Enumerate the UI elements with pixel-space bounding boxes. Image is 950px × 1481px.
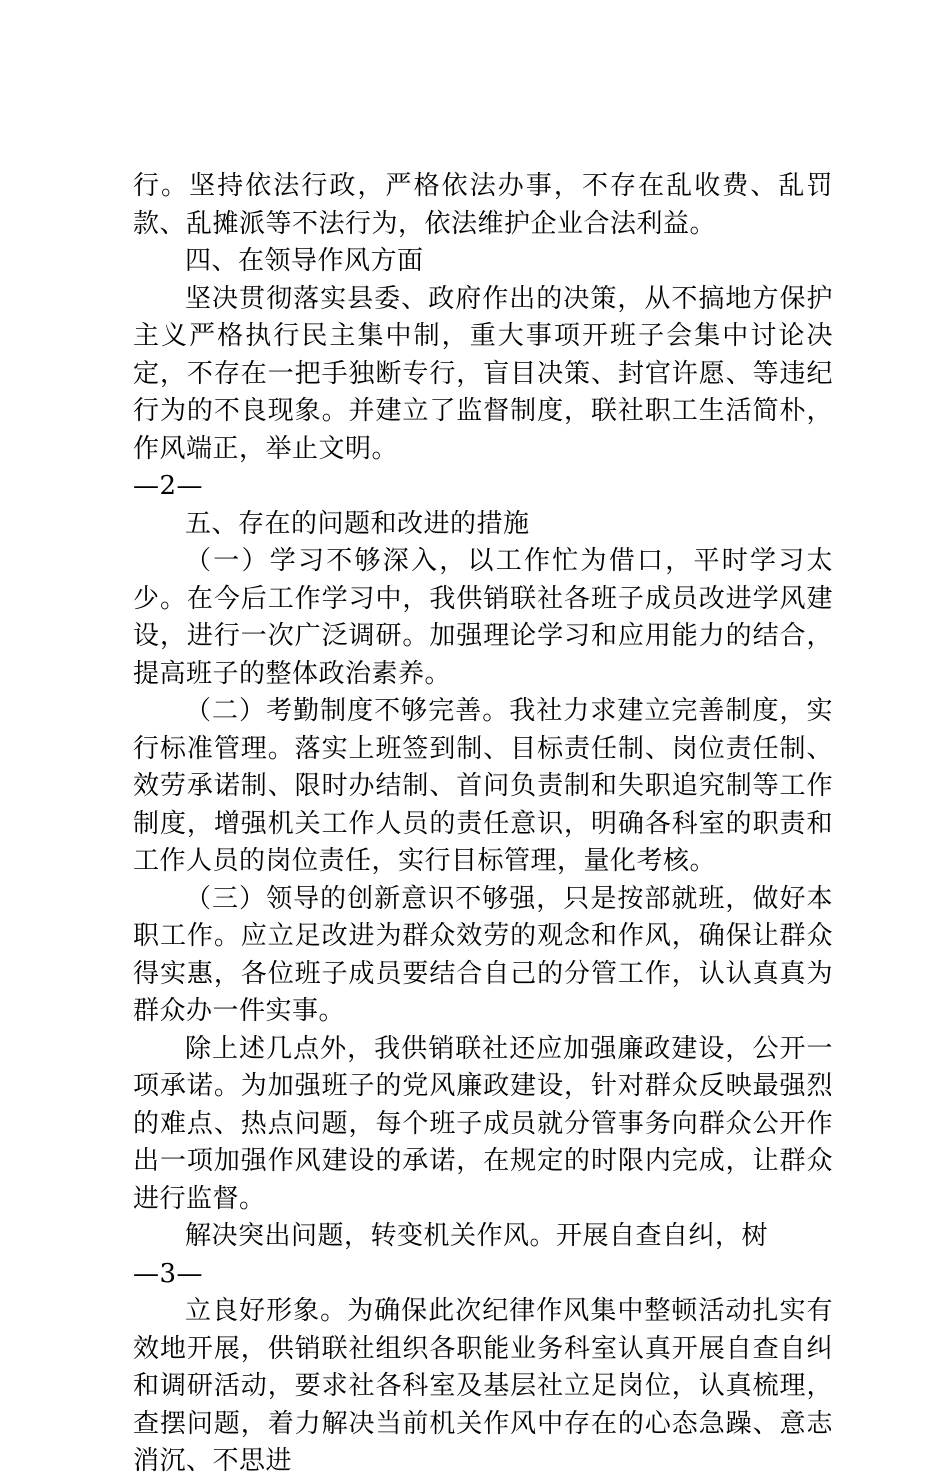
paragraph-problem-1: （一）学习不够深入，以工作忙为借口，平时学习太少。在今后工作学习中，我供销联社各班子成员改进学风建设，进行一次广泛调研。加强理论学习和应用能力的结合，提高班子的整体政治素养。	[133, 546, 833, 689]
page-number-marker: —3—	[133, 1258, 204, 1289]
section-heading-problems: 五、存在的问题和改进的措施	[185, 508, 530, 539]
paragraph-solve-problems: 解决突出问题，转变机关作风。开展自查自纠，树	[185, 1221, 769, 1251]
paragraph-leadership-style: 坚决贯彻落实县委、政府作出的决策，从不搞地方保护主义严格执行民主集中制，重大事项开班子会集中讨论决定，不存在一把手独断专行，盲目决策、封官许愿、等违纪行为的不良现象。并建立了监督制度，联社职工生活简朴，作风端正，举止文明。	[133, 283, 833, 464]
paragraph-good-image: 立良好形象。为确保此次纪律作风集中整顿活动扎实有效地开展，供销联社组织各职能业务科室认真开展自查自纠和调研活动，要求社各科室及基层社立足岗位，认真梳理，查摆问题，着力解决当前机关作风中存在的心态急躁、意志消沉、不思进	[133, 1296, 833, 1476]
section-heading-leadership-style: 四、在领导作风方面	[185, 246, 424, 276]
paragraph-continuation: 行。坚持依法行政，严格依法办事，不存在乱收费、乱罚款、乱摊派等不法行为，依法维护企业合法利益。	[133, 171, 833, 239]
paragraph-integrity: 除上述几点外，我供销联社还应加强廉政建设，公开一项承诺。为加强班子的党风廉政建设，针对群众反映最强烈的难点、热点问题，每个班子成员就分管事务向群众公开作出一项加强作风建设的承诺，在规定的时限内完成，让群众进行监督。	[133, 1033, 833, 1214]
document-body	[133, 168, 833, 1481]
paragraph-problem-2: （二）考勤制度不够完善。我社力求建立完善制度，实行标准管理。落实上班签到制、目标责任制、岗位责任制、效劳承诺制、限时办结制、首问负责制和失职追究制等工作制度，增强机关工作人员的责任意识，明确各科室的职责和工作人员的岗位责任，实行目标管理，量化考核。	[133, 696, 833, 876]
paragraph-problem-3: （三）领导的创新意识不够强，只是按部就班，做好本职工作。应立足改进为群众效劳的观念和作风，确保让群众得实惠，各位班子成员要结合自己的分管工作，认认真真为群众办一件实事。	[133, 883, 833, 1026]
page-number-marker: —2—	[133, 471, 204, 501]
